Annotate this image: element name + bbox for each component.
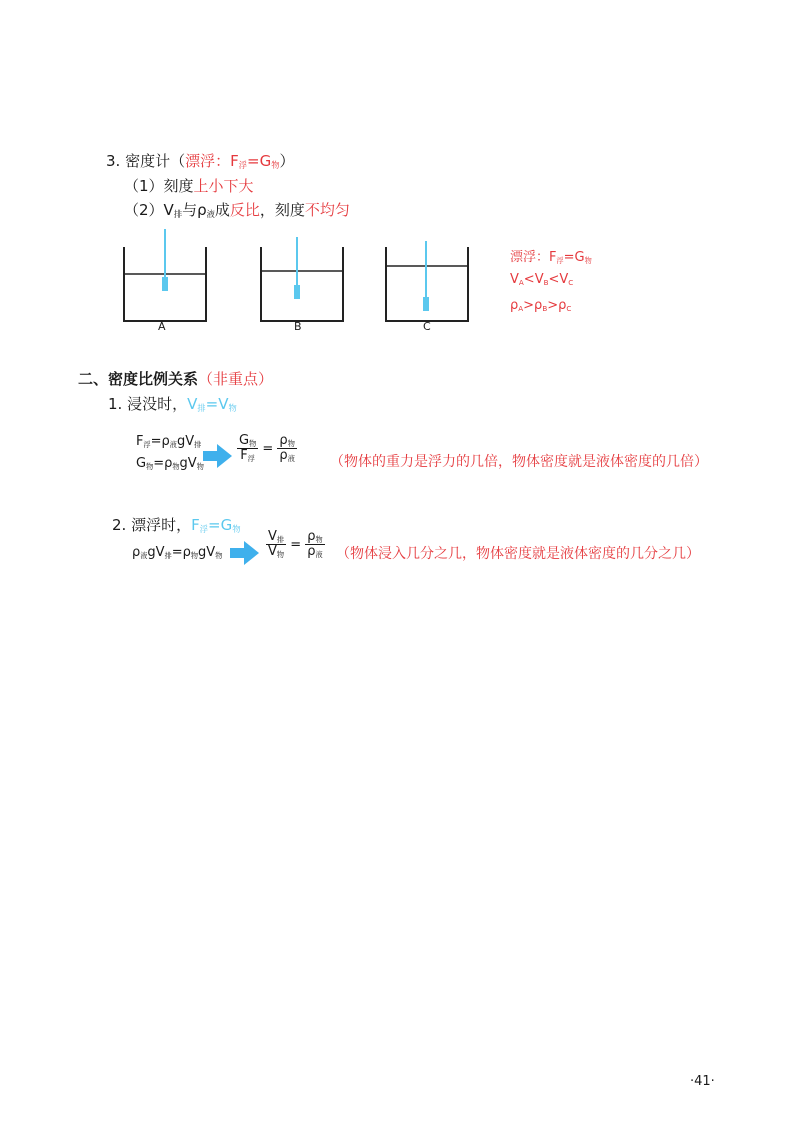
formula-part: 漂浮：F [185, 152, 239, 170]
frac-den: ρ [279, 448, 288, 464]
item2-mid: 与ρ [182, 201, 207, 219]
eq-part: gV [176, 434, 195, 449]
note-sub: A [518, 277, 524, 287]
sub2-num: 2. [112, 516, 127, 534]
equals-sign: = [262, 441, 274, 457]
paren-open: （ [170, 152, 186, 170]
item2-mid: 成 [214, 201, 230, 219]
eq-sub: 物 [172, 461, 180, 471]
frac-den: V [268, 544, 277, 560]
formula-sub: 物 [232, 524, 241, 535]
frac-sub: 液 [287, 454, 295, 464]
eq2-line [132, 545, 222, 561]
beaker-a [124, 229, 206, 321]
note-part: >ρ [547, 298, 567, 313]
note-part: 漂浮：F [510, 250, 557, 265]
note-sub: A [518, 303, 524, 313]
formula-part: V [187, 395, 198, 413]
section2-title: 二、密度比例关系 [78, 370, 199, 388]
diagram-note-volume [510, 272, 573, 287]
arrow-icon [230, 540, 260, 566]
item2-sub: 液 [206, 209, 215, 220]
note-part: >ρ [523, 298, 543, 313]
item2-red: 不均匀 [304, 201, 350, 219]
eq-part: =ρ [171, 545, 191, 560]
paren-close: ） [279, 152, 295, 170]
sub2-cyan-formula [191, 516, 240, 534]
eq-sub: 液 [169, 439, 177, 449]
eq-sub: 排 [194, 439, 202, 449]
formula-sub: 物 [228, 403, 237, 414]
eq-part: G [136, 456, 147, 471]
equals-sign: = [290, 537, 302, 553]
item2-prefix: （2）V [124, 201, 174, 219]
sub2-text: 漂浮时， [131, 516, 192, 534]
section2-note: （非重点） [198, 370, 274, 388]
eq-part: =ρ [150, 434, 170, 449]
sub1-cyan-formula [187, 395, 237, 413]
beaker-b [261, 237, 343, 321]
eq-sub: 物 [190, 550, 199, 560]
frac-sub: 物 [249, 438, 257, 448]
frac-sub: 物 [315, 534, 323, 544]
eq-sub: 排 [164, 550, 172, 560]
label-c: C [423, 320, 431, 333]
frac-sub: 排 [276, 534, 285, 544]
sub1-heading [108, 393, 237, 414]
section3-heading [106, 150, 294, 171]
label-b: B [294, 320, 302, 333]
item2-sub: 排 [173, 209, 183, 220]
formula-sub: 浮 [199, 524, 208, 535]
diagram-note-floating [510, 246, 592, 266]
frac-num: ρ [279, 433, 288, 448]
frac-rho-ratio [277, 434, 296, 464]
note-sub: C [568, 277, 574, 287]
note-part: V [510, 272, 519, 287]
eq-part: =ρ [153, 456, 173, 471]
frac-v-ratio [266, 530, 286, 560]
eq-sub: 液 [140, 550, 148, 560]
eq-part: gV [198, 545, 216, 560]
note-part: =G [563, 250, 585, 265]
frac-num: ρ [307, 529, 316, 544]
item2-red: 反比 [229, 201, 260, 219]
heading-text: 密度计 [125, 152, 171, 170]
heading-number: 3. [106, 152, 121, 170]
sub1-num: 1. [108, 395, 123, 413]
section2-heading [78, 368, 273, 389]
eq2-ratio [266, 530, 325, 560]
frac-rho-ratio-2 [305, 530, 324, 560]
item2-mid: ，刻度 [259, 201, 305, 219]
frac-den: ρ [307, 544, 316, 560]
frac-num: V [268, 529, 277, 544]
sub1-text: 浸没时， [127, 395, 188, 413]
sub2-heading [112, 514, 240, 535]
diagram-note-density [510, 298, 571, 313]
note-sub: 浮 [556, 255, 564, 265]
frac-sub: 物 [287, 438, 295, 448]
frac-num: G [239, 433, 250, 448]
eq1-ratio [237, 434, 297, 464]
item1-prefix: （1）刻度 [124, 177, 194, 195]
note2: （物体浸入几分之几，物体密度就是液体密度的几分之几） [336, 546, 700, 562]
frac-sub: 液 [315, 550, 323, 560]
formula-part: =V [205, 395, 229, 413]
formula-part: =G [208, 516, 233, 534]
eq-sub: 浮 [143, 439, 151, 449]
eq-sub: 物 [146, 461, 154, 471]
frac-sub: 浮 [247, 454, 255, 464]
note-part: <V [548, 272, 569, 287]
heading-red-formula [185, 152, 279, 170]
note-sub: C [566, 303, 572, 313]
label-a: A [158, 320, 166, 333]
eq-part: gV [147, 545, 165, 560]
formula-sub: 浮 [238, 160, 248, 171]
note1: （物体的重力是浮力的几倍，物体密度就是液体密度的几倍） [330, 454, 708, 470]
formula-sub: 物 [271, 160, 280, 171]
formula-sub: 排 [197, 403, 206, 414]
note-sub: 物 [584, 255, 592, 265]
frac-den: F [240, 448, 248, 464]
eq-part: ρ [132, 545, 141, 560]
eq1-line1 [136, 434, 201, 450]
formula-part: F [191, 516, 200, 534]
section3-item2 [124, 199, 350, 220]
section3-item1 [124, 175, 254, 196]
note-part: <V [523, 272, 544, 287]
formula-part: =G [247, 152, 272, 170]
note-sub: B [542, 303, 548, 313]
eq-part: gV [179, 456, 197, 471]
eq1-line2 [136, 456, 204, 472]
beaker-c [386, 241, 468, 321]
frac-sub: 物 [276, 550, 285, 560]
note-sub: B [543, 277, 549, 287]
item1-red: 上小下大 [193, 177, 254, 195]
eq-part: F [136, 434, 144, 449]
eq-sub: 物 [215, 550, 223, 560]
arrow-icon [203, 443, 233, 469]
page-number: ·41· [690, 1074, 715, 1089]
note-part: ρ [510, 298, 519, 313]
frac-g-over-f [237, 434, 258, 464]
eq-sub: 物 [196, 461, 204, 471]
